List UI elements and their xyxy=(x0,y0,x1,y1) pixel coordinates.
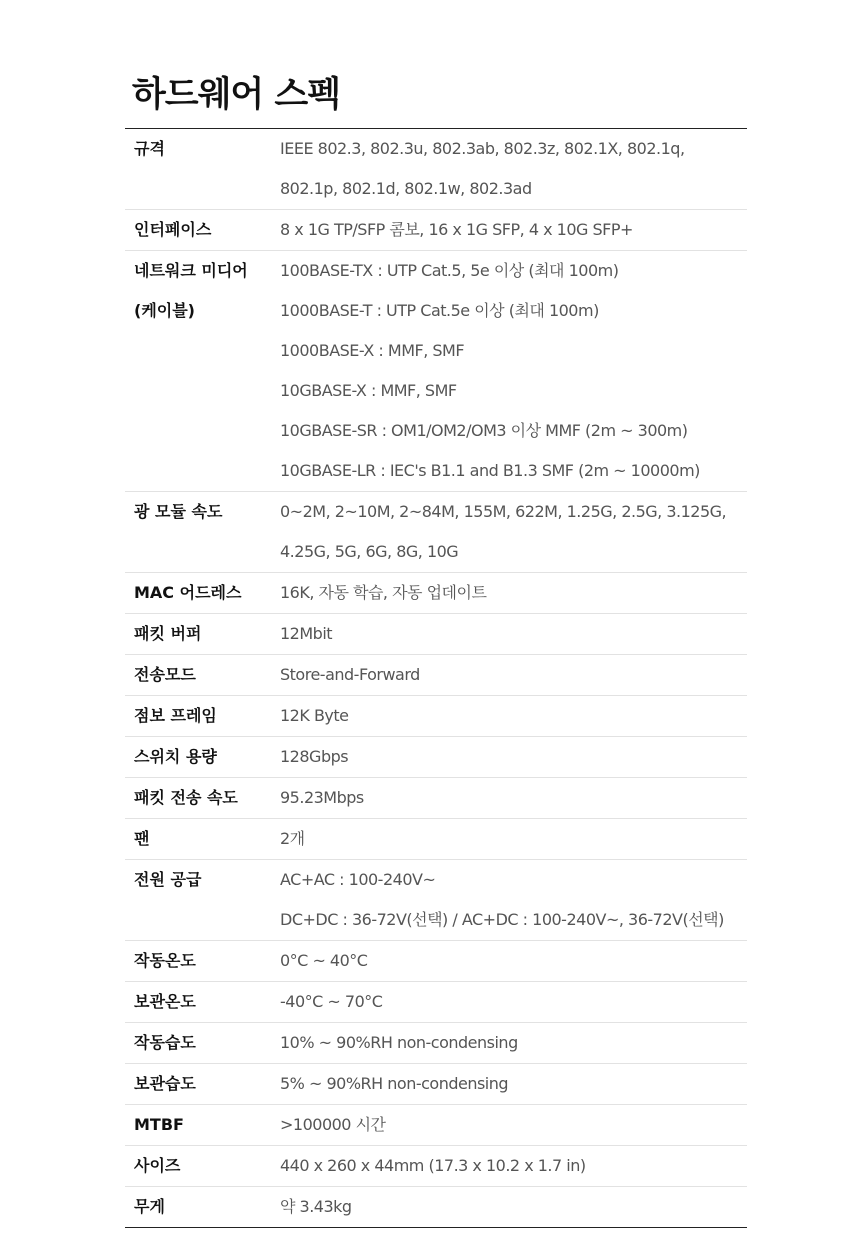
spec-row xyxy=(125,941,747,982)
spec-values xyxy=(280,1064,747,1104)
spec-values xyxy=(280,129,747,209)
spec-label: 팬 xyxy=(134,829,150,848)
spec-values xyxy=(280,655,747,695)
spec-value-line: 1000BASE-T : UTP Cat.5e 이상 (최대 100m) xyxy=(280,301,599,320)
spec-label: 보관습도 xyxy=(134,1074,196,1093)
spec-value-line: 10GBASE-SR : OM1/OM2/OM3 이상 MMF (2m ~ 300m) xyxy=(280,421,688,440)
spec-value-line: 128Gbps xyxy=(280,747,349,766)
spec-values xyxy=(280,737,747,777)
spec-row xyxy=(125,251,747,492)
spec-label: 사이즈 xyxy=(134,1156,181,1175)
spec-value-line: -40°C ~ 70°C xyxy=(280,992,383,1011)
spec-values xyxy=(280,1187,747,1227)
spec-row xyxy=(125,210,747,251)
spec-label: 규격 xyxy=(134,139,165,158)
spec-value-line: 440 x 260 x 44mm (17.3 x 10.2 x 1.7 in) xyxy=(280,1156,586,1175)
spec-row xyxy=(125,492,747,573)
spec-label: 전송모드 xyxy=(134,665,196,684)
spec-value-line: 95.23Mbps xyxy=(280,788,364,807)
spec-value-line: 0~2M, 2~10M, 2~84M, 155M, 622M, 1.25G, 2.5G, 3.125G, xyxy=(280,502,727,521)
spec-label: 작동온도 xyxy=(134,951,196,970)
spec-value-line: >100000 시간 xyxy=(280,1115,386,1134)
spec-row xyxy=(125,696,747,737)
spec-value-line: 1000BASE-X : MMF, SMF xyxy=(280,341,465,360)
spec-value-line: DC+DC : 36-72V(선택) / AC+DC : 100-240V~, 36-72V(선택) xyxy=(280,910,724,929)
spec-values xyxy=(280,1105,747,1145)
spec-values xyxy=(280,819,747,859)
spec-values xyxy=(280,1146,747,1186)
spec-values xyxy=(280,573,747,613)
spec-value-line: 802.1p, 802.1d, 802.1w, 802.3ad xyxy=(280,179,532,198)
spec-value-line: 12K Byte xyxy=(280,706,349,725)
spec-row xyxy=(125,778,747,819)
spec-value-line: Store-and-Forward xyxy=(280,665,420,684)
spec-value-line: 5% ~ 90%RH non-condensing xyxy=(280,1074,509,1093)
spec-values xyxy=(280,696,747,736)
spec-values xyxy=(280,778,747,818)
spec-value-line: 약 3.43kg xyxy=(280,1197,352,1216)
spec-value-line: 8 x 1G TP/SFP 콤보, 16 x 1G SFP, 4 x 10G SFP+ xyxy=(280,220,633,239)
spec-row xyxy=(125,655,747,696)
spec-row xyxy=(125,573,747,614)
spec-values xyxy=(280,492,747,572)
spec-value-line: 10% ~ 90%RH non-condensing xyxy=(280,1033,518,1052)
spec-value-line: 10GBASE-LR : IEC's B1.1 and B1.3 SMF (2m ~ 10000m) xyxy=(280,461,700,480)
spec-value-line: 16K, 자동 학습, 자동 업데이트 xyxy=(280,583,487,602)
spec-label: 무게 xyxy=(134,1197,165,1216)
spec-value-line: 10GBASE-X : MMF, SMF xyxy=(280,381,457,400)
spec-row xyxy=(125,1105,747,1146)
spec-values xyxy=(280,860,747,940)
spec-row xyxy=(125,1064,747,1105)
spec-label: 패킷 버퍼 xyxy=(134,624,202,643)
spec-row xyxy=(125,982,747,1023)
spec-row xyxy=(125,1187,747,1227)
spec-value-line: 100BASE-TX : UTP Cat.5, 5e 이상 (최대 100m) xyxy=(280,261,619,280)
spec-row xyxy=(125,819,747,860)
spec-value-line: 4.25G, 5G, 6G, 8G, 10G xyxy=(280,542,459,561)
spec-values xyxy=(280,982,747,1022)
spec-values xyxy=(280,251,747,491)
spec-row xyxy=(125,860,747,941)
spec-values xyxy=(280,210,747,250)
spec-row xyxy=(125,1023,747,1064)
spec-value-line: IEEE 802.3, 802.3u, 802.3ab, 802.3z, 802.1X, 802.1q, xyxy=(280,139,685,158)
spec-label: MAC 어드레스 xyxy=(134,583,242,602)
spec-row xyxy=(125,737,747,778)
spec-row xyxy=(125,614,747,655)
spec-label: 스위치 용량 xyxy=(134,747,217,766)
spec-label: 패킷 전송 속도 xyxy=(134,788,238,807)
spec-label: 전원 공급 xyxy=(134,870,202,889)
page-title: 하드웨어 스펙 xyxy=(132,75,341,115)
spec-row xyxy=(125,129,747,210)
spec-row xyxy=(125,1146,747,1187)
spec-table xyxy=(125,128,747,1228)
spec-label: 네트워크 미디어 (케이블) xyxy=(134,261,248,320)
spec-label: MTBF xyxy=(134,1115,184,1134)
spec-values xyxy=(280,941,747,981)
spec-label: 인터페이스 xyxy=(134,220,212,239)
spec-label: 광 모듈 속도 xyxy=(134,502,223,521)
spec-label: 점보 프레임 xyxy=(134,706,217,725)
spec-label: 보관온도 xyxy=(134,992,196,1011)
spec-value-line: 12Mbit xyxy=(280,624,333,643)
spec-value-line: AC+AC : 100-240V~ xyxy=(280,870,436,889)
spec-value-line: 0°C ~ 40°C xyxy=(280,951,368,970)
spec-values xyxy=(280,1023,747,1063)
spec-value-line: 2개 xyxy=(280,829,305,848)
spec-label: 작동습도 xyxy=(134,1033,196,1052)
spec-values xyxy=(280,614,747,654)
hardware-spec-section xyxy=(125,70,747,1228)
